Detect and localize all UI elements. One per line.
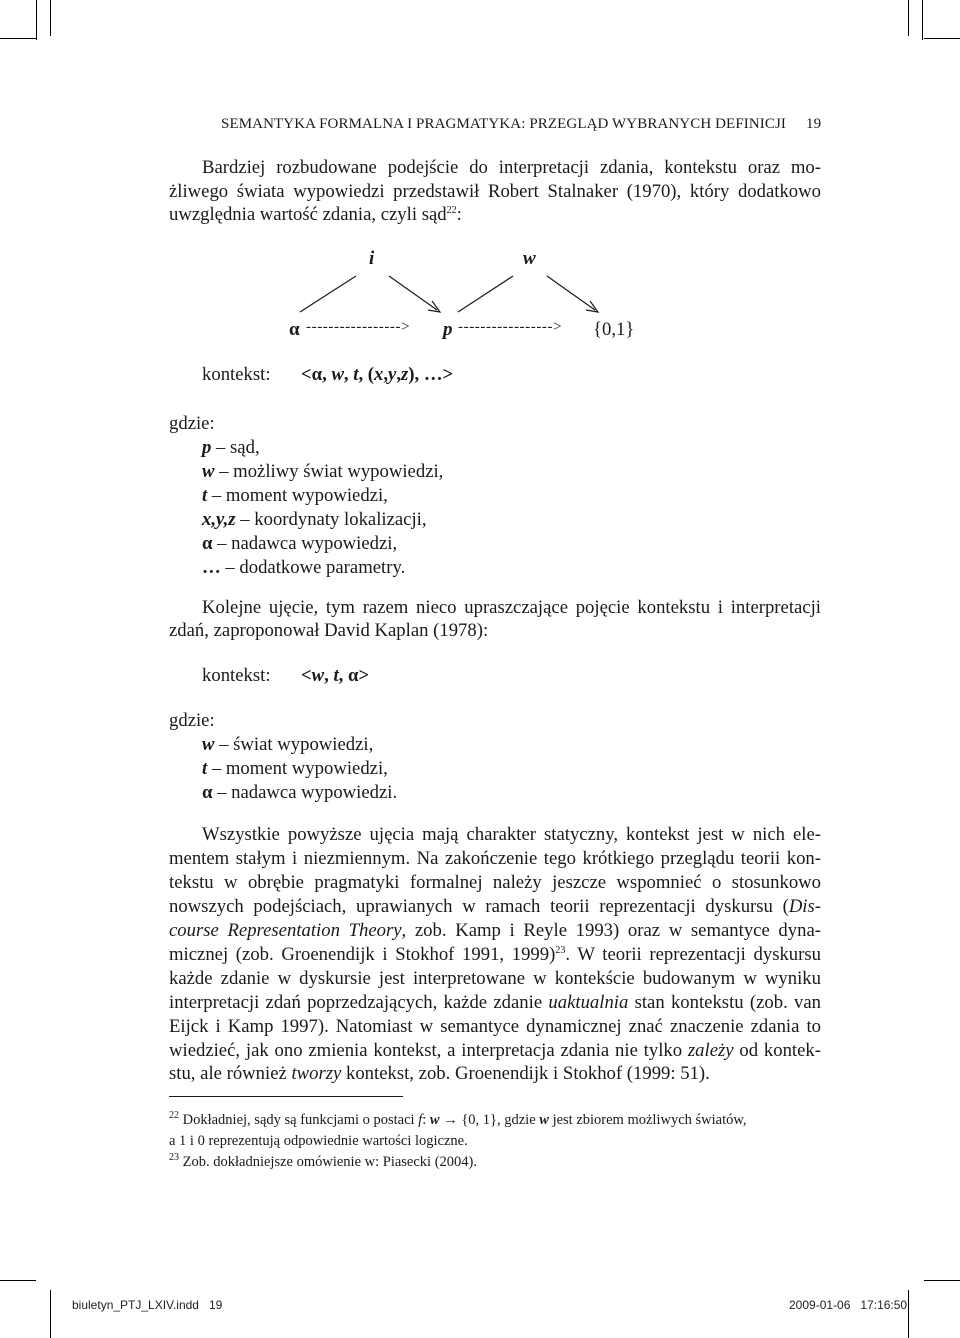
term-w2: w bbox=[202, 734, 215, 755]
where1-item-ellipsis bbox=[202, 557, 405, 579]
arrowhead-i-to-p bbox=[428, 301, 440, 312]
term-w: w bbox=[202, 461, 215, 482]
closing-line-6 bbox=[169, 943, 821, 967]
fn22-text-c: {0, 1}, gdzie bbox=[457, 1112, 540, 1128]
intro-line-1: Bardziej rozbudowane podejście do interpretacji zdania, kontekstu oraz mo- bbox=[202, 157, 821, 178]
footnote-22-line-2: a 1 i 0 reprezentują odpowiednie wartości logiczne. bbox=[169, 1133, 468, 1149]
context1-formula: <α, w, t, (x,y,z), …> bbox=[301, 364, 454, 385]
intro-line-3-text: uwzględnia wartość zdania, czyli sąd bbox=[169, 204, 447, 225]
closing-line-1: Wszystkie powyższe ujęcia mają charakter statyczny, kontekst jest w nich ele- bbox=[202, 824, 821, 845]
closing-l4-text: nowszych podejściach, uprawianych w ramach teorii reprezentacji dyskursu ( bbox=[169, 896, 789, 917]
closing-l11-italic: tworzy bbox=[291, 1063, 342, 1084]
closing-line-11 bbox=[169, 1063, 710, 1085]
where2-item-w bbox=[202, 734, 373, 756]
diagram-node-alpha: α bbox=[289, 319, 300, 340]
context1-label: kontekst: bbox=[202, 364, 271, 385]
term-ellipsis: … bbox=[202, 557, 221, 578]
where1-item-xyz bbox=[202, 509, 427, 531]
crop-mark-bottom-right-h bbox=[924, 1280, 960, 1281]
closing-l11a: stu, ale również bbox=[169, 1063, 292, 1084]
context2-label: kontekst: bbox=[202, 665, 271, 686]
term-t: t bbox=[202, 485, 208, 506]
slug-timestamp: 2009-01-06 17:16:50 bbox=[789, 1298, 908, 1312]
desc-t: – moment wypowiedzi, bbox=[211, 485, 388, 506]
closing-l11b: kontekst, zob. Groenendijk i Stokhof (1999: 51). bbox=[341, 1063, 710, 1084]
desc-w2: – świat wypowiedzi, bbox=[219, 734, 374, 755]
footnote-separator bbox=[169, 1096, 403, 1097]
term-alpha: α bbox=[202, 533, 213, 554]
where1-item-t bbox=[202, 485, 388, 507]
where1-item-p bbox=[202, 437, 260, 459]
where1-item-alpha bbox=[202, 533, 397, 555]
arrow-i-to-p bbox=[389, 276, 437, 310]
page-number: 19 bbox=[806, 116, 822, 132]
kaplan-line-2: zdań, zaproponował David Kaplan (1978): bbox=[169, 620, 489, 641]
closing-l6-text: micznej (zob. Groenendijk i Stokhof 1991, 1999) bbox=[169, 944, 556, 965]
running-header-title: SEMANTYKA FORMALNA I PRAGMATYKA: PRZEGLĄD WYBRANYCH DEFINICJI bbox=[221, 116, 787, 132]
closing-l10b: od kontek- bbox=[733, 1040, 821, 1061]
fn22-text-d: jest zbiorem możliwych światów, bbox=[548, 1112, 747, 1128]
right-arrow-icon: → bbox=[443, 1112, 458, 1128]
arrow-alpha-to-i bbox=[300, 276, 356, 312]
term-t2: t bbox=[202, 758, 208, 779]
closing-l8-italic: uaktualnia bbox=[548, 992, 629, 1013]
crop-mark-bottom-left-v bbox=[50, 1290, 51, 1338]
term-alpha2: α bbox=[202, 782, 213, 803]
crop-mark-bottom-right-v bbox=[908, 1290, 909, 1338]
where1-item-w bbox=[202, 461, 443, 483]
fn22-w: w bbox=[429, 1112, 440, 1128]
desc-p: – sąd, bbox=[216, 437, 260, 458]
closing-l10-italic: zależy bbox=[687, 1040, 734, 1061]
intro-line-2: żliwego świata wypowiedzi przedstawił Robert Stalnaker (1970), który dodatkowo bbox=[169, 181, 821, 202]
footnote-ref-22[interactable]: 22 bbox=[446, 204, 457, 216]
closing-l8b: stan kontekstu (zob. van bbox=[628, 992, 821, 1013]
closing-line-8 bbox=[169, 991, 821, 1015]
closing-l4-italic: Dis- bbox=[788, 896, 821, 917]
stalnaker-diagram bbox=[0, 0, 960, 360]
crop-mark-bottom-left-h bbox=[0, 1280, 36, 1281]
footnote-23 bbox=[169, 1154, 477, 1171]
arrow-p-to-w bbox=[458, 276, 513, 312]
diagram-dashes-2: -----------------> bbox=[458, 319, 563, 335]
where2-label: gdzie: bbox=[169, 710, 215, 731]
diagram-node-p: p bbox=[443, 319, 453, 340]
closing-line-2: mentem stałym i niezmiennym. Na zakończenie tego krótkiego przeglądu teorii kon- bbox=[169, 848, 821, 869]
footnote-22-number: 22 bbox=[169, 1110, 179, 1122]
where1-label: gdzie: bbox=[169, 413, 215, 434]
desc-alpha2: – nadawca wypowiedzi. bbox=[217, 782, 398, 803]
arrowhead-w-to-result bbox=[586, 301, 598, 312]
footnote-22-line-1 bbox=[169, 1112, 747, 1129]
closing-l6-tail: . W teorii reprezentacji dyskursu bbox=[565, 944, 821, 965]
context2-formula: <w, t, α> bbox=[301, 665, 370, 686]
fn23-text: Zob. dokładniejsze omówienie w: Piasecki (2004). bbox=[182, 1154, 477, 1170]
closing-l8a: interpretacji zdań poprzedzających, każde zdanie bbox=[169, 992, 549, 1013]
desc-alpha: – nadawca wypowiedzi, bbox=[217, 533, 398, 554]
desc-xyz: – koordynaty lokalizacji, bbox=[240, 509, 427, 530]
footnote-23-number: 23 bbox=[169, 1152, 179, 1164]
desc-ellipsis: – dodatkowe parametry. bbox=[225, 557, 406, 578]
closing-line-9: Eijck i Kamp 1997). Natomiast w semantyce dynamicznej znać znaczenie zdania to bbox=[169, 1016, 821, 1037]
diagram-label-w: w bbox=[523, 248, 536, 269]
closing-l5-italic: course Representation Theory bbox=[169, 920, 402, 941]
closing-line-7: każde zdanie w dyskursie jest interpretowane w kontekście budowanym w wyniku bbox=[169, 968, 821, 989]
term-xyz: x,y,z bbox=[202, 509, 236, 530]
diagram-dashes-1: -----------------> bbox=[306, 319, 411, 335]
desc-w: – możliwy świat wypowiedzi, bbox=[219, 461, 444, 482]
fn22-f: f bbox=[418, 1112, 423, 1128]
closing-l5-text: , zob. Kamp i Reyle 1993) oraz w semantyce dyna- bbox=[401, 920, 821, 941]
fn22-text-a: Dokładniej, sądy są funkcjami o postaci bbox=[182, 1112, 419, 1128]
fn22-text-b: : bbox=[422, 1112, 430, 1128]
closing-line-3: tekstu w obrębie pragmatyki formalnej należy jeszcze wspomnieć o stosunkowo bbox=[169, 872, 821, 893]
where2-item-t bbox=[202, 758, 388, 780]
closing-l10a: wiedzieć, jak ono zmienia kontekst, a interpretacja zdania nie tylko bbox=[169, 1040, 688, 1061]
footnote-ref-23[interactable]: 23 bbox=[555, 944, 566, 956]
slug-filename: biuletyn_PTJ_LXIV.indd 19 bbox=[72, 1298, 223, 1312]
closing-line-4 bbox=[169, 895, 821, 919]
fn22-w2: w bbox=[539, 1112, 549, 1128]
closing-line-5 bbox=[169, 919, 821, 943]
desc-t2: – moment wypowiedzi, bbox=[211, 758, 388, 779]
diagram-result-set: {0,1} bbox=[593, 319, 635, 340]
closing-line-10 bbox=[169, 1039, 821, 1063]
term-p: p bbox=[202, 437, 212, 458]
intro-colon: : bbox=[456, 204, 462, 225]
diagram-label-i: i bbox=[369, 248, 375, 269]
where2-item-alpha bbox=[202, 782, 397, 804]
kaplan-line-1: Kolejne ujęcie, tym razem nieco upraszczające pojęcie kontekstu i interpretacji bbox=[202, 597, 821, 618]
arrow-w-to-result bbox=[547, 276, 595, 310]
